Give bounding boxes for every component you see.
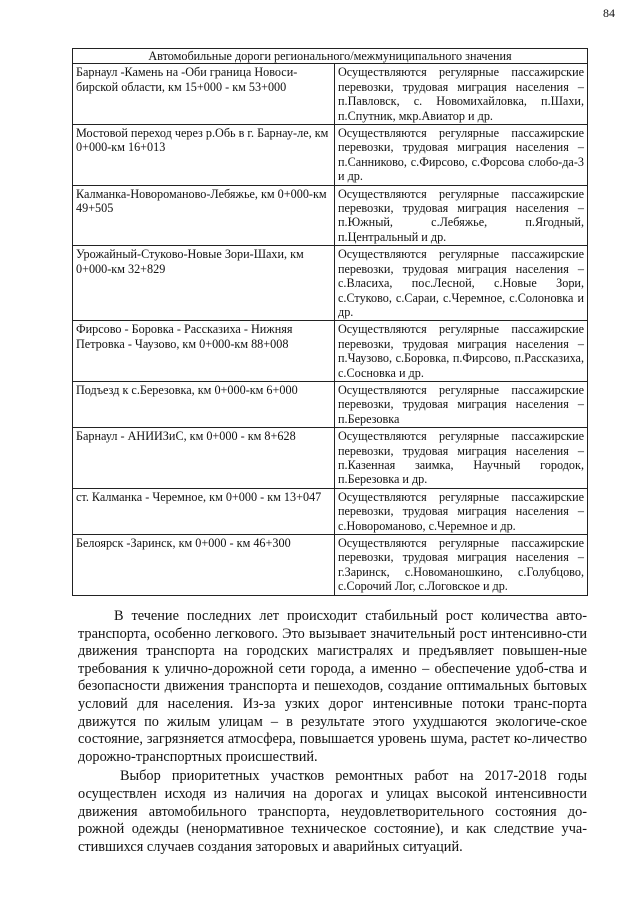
road-name-cell: Калманка-Новороманово-Лебяжье, км 0+000-км 49+505 <box>73 185 335 246</box>
road-description-cell: Осуществляются регулярные пассажирские перевозки, трудовая миграция населения – п.Чаузово, с.Боровка, п.Фирсово, п.Рассказиха, с.Сосновка и др. <box>335 321 588 382</box>
road-description-cell: Осуществляются регулярные пассажирские перевозки, трудовая миграция населения – п.Казенная заимка, Научный городок, п.Березовка и др. <box>335 428 588 489</box>
paragraph: В течение последних лет происходит стабильный рост количества авто-транспорта, особенно легкового. Это вызывает значительный рост интенсивно-сти движения транспорта на городских магистралях и предъявляет повышен-ные требования к улично-дорожной сети города, а именно – обеспечение удоб-ства и безопасности движения транспорта и пешеходов, создание оптимальных бытовых условий для населения. Из-за узких дорог интенсивные потоки транс-порта движутся по жилым улицам – в результате этого ухудшаются экологиче-ское состояние, загрязняется атмосфера, повышается уровень шума, растет ко-личество дорожно-транспортных происшествий. <box>78 608 587 765</box>
road-name-cell: Урожайный-Стуково-Новые Зори-Шахи, км 0+000-км 32+829 <box>73 246 335 321</box>
table-row <box>73 64 588 125</box>
table-row <box>73 125 588 186</box>
table-row <box>73 185 588 246</box>
road-description-cell: Осуществляются регулярные пассажирские перевозки, трудовая миграция населения – г.Заринск, с.Новоманошкино, с.Голубцово, с.Сорочий Лог, с.Логовское и др. <box>335 535 588 596</box>
table-row <box>73 246 588 321</box>
table-row <box>73 488 588 534</box>
road-description-cell: Осуществляются регулярные пассажирские перевозки, трудовая миграция населения – п.Южный, с.Лебяжье, п.Ягодный, п.Центральный и др. <box>335 185 588 246</box>
page-number: 84 <box>603 6 615 20</box>
road-description-cell: Осуществляются регулярные пассажирские перевозки, трудовая миграция населения – п.Павловск, с. Новомихайловка, п.Шахи, п.Спутник, мкр.Авиатор и др. <box>335 64 588 125</box>
table-row <box>73 535 588 596</box>
road-name-cell: ст. Калманка - Черемное, км 0+000 - км 13+047 <box>73 488 335 534</box>
table-row <box>73 381 588 427</box>
road-description-cell: Осуществляются регулярные пассажирские перевозки, трудовая миграция населения – п.Березовка <box>335 381 588 427</box>
roads-table <box>72 48 588 596</box>
table-header-row <box>73 49 588 64</box>
road-name-cell: Белоярск -Заринск, км 0+000 - км 46+300 <box>73 535 335 596</box>
road-name-cell: Подъезд к с.Березовка, км 0+000-км 6+000 <box>73 381 335 427</box>
road-description-cell: Осуществляются регулярные пассажирские перевозки, трудовая миграция населения – с.Новороманово, с.Черемное и др. <box>335 488 588 534</box>
body-text <box>78 608 587 856</box>
table-row <box>73 321 588 382</box>
paragraph: Выбор приоритетных участков ремонтных работ на 2017-2018 годы осуществлен исходя из наличия на дорогах и улицах высокой интенсивности движения автомобильного транспорта, неудовлетворительного состояния до-рожной одежды (ненормативное техническое состояние), и как следствие уча-стившихся случаев создания заторовых и аварийных ситуаций. <box>78 768 587 855</box>
road-name-cell: Фирсово - Боровка - Рассказиха - Нижняя Петровка - Чаузово, км 0+000-км 88+008 <box>73 321 335 382</box>
road-name-cell: Мостовой переход через р.Обь в г. Барнау-ле, км 0+000-км 16+013 <box>73 125 335 186</box>
road-name-cell: Барнаул -Камень на -Оби граница Новоси-бирской области, км 15+000 - км 53+000 <box>73 64 335 125</box>
table-row <box>73 428 588 489</box>
road-description-cell: Осуществляются регулярные пассажирские перевозки, трудовая миграция населения – с.Власиха, пос.Лесной, с.Новые Зори, с.Стуково, с.Сараи, с.Черемное, с.Солоновка и др. <box>335 246 588 321</box>
road-description-cell: Осуществляются регулярные пассажирские перевозки, трудовая миграция населения – п.Санниково, с.Фирсово, с.Форсова слобо-да-3 и др. <box>335 125 588 186</box>
road-name-cell: Барнаул - АНИИЗиС, км 0+000 - км 8+628 <box>73 428 335 489</box>
table-header: Автомобильные дороги регионального/межмуниципального значения <box>73 49 588 64</box>
